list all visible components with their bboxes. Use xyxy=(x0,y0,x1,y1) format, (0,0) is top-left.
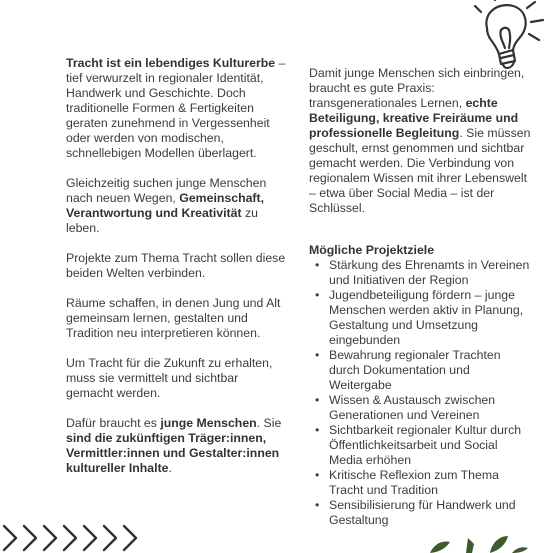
chevrons-icon xyxy=(0,522,170,553)
intro-paragraph: Tracht ist ein lebendiges Kulturerbe – tief verwurzelt in regionaler Identität, Handwerk und Geschichte. Doch traditionelle Formen & Fertigkeiten geraten zunehmend in Vergessenheit oder werden von modischen, schnellebigen Modellen überlagert. xyxy=(66,56,286,160)
spaces-paragraph: Räume schaffen, in denen Jung und Alt gemeinsam lernen, gestalten und Tradition neu interpretieren können. xyxy=(66,296,281,340)
list-item: • Wissen & Austausch zwischen Generationen und Vereinen xyxy=(309,393,533,423)
goals-title: Mögliche Projektziele xyxy=(309,243,435,257)
future-paragraph: Um Tracht für die Zukunft zu erhalten, muss sie vermittelt und sichtbar gemacht werden. xyxy=(66,356,273,400)
leaves-icon xyxy=(420,530,530,553)
list-item: • Sichtbarkeit regionaler Kultur durch Öffentlichkeitsarbeit und Social Media erhöhen xyxy=(309,423,533,468)
list-item: • Stärkung des Ehrenamts in Vereinen und Initiativen der Region xyxy=(309,258,533,288)
list-item: • Jugendbeteiligung fördern – junge Menschen werden aktiv in Planung, Gestaltung und Umsetzung eingebunden xyxy=(309,288,533,348)
list-item: • Bewahrung regionaler Trachten durch Dokumentation und Weitergabe xyxy=(309,348,533,393)
project-goals xyxy=(309,243,533,528)
right-column xyxy=(309,66,531,231)
left-column xyxy=(66,56,288,491)
practice-paragraph: Damit junge Menschen sich einbringen, braucht es gute Praxis: transgenerationales Lernen, echte Beteiligung, kreative Freiräume und professionelle Begleitung. Sie müssen geschult, ernst genommen und sichtbar gemacht werden. Die Verbindung von regionalem Wissen mit ihrer Lebenswelt – etwa über Social Media – ist der Schlüssel. xyxy=(309,66,531,215)
goals-list xyxy=(309,258,533,528)
young-people-paragraph: Dafür braucht es junge Menschen. Sie sind die zukünftigen Träger:innen, Vermittler:innen und Gestalter:innen kultureller Inhalte. xyxy=(66,416,282,475)
youth-paragraph: Gleichzeitig suchen junge Menschen nach neuen Wegen, Gemeinschaft, Verantwortung und Kreativität zu leben. xyxy=(66,176,267,235)
list-item: • Kritische Reflexion zum Thema Tracht und Tradition xyxy=(309,468,533,498)
list-item: • Sensibilisierung für Handwerk und Gestaltung xyxy=(309,498,533,528)
projects-paragraph: Projekte zum Thema Tracht sollen diese beiden Welten verbinden. xyxy=(66,251,286,280)
